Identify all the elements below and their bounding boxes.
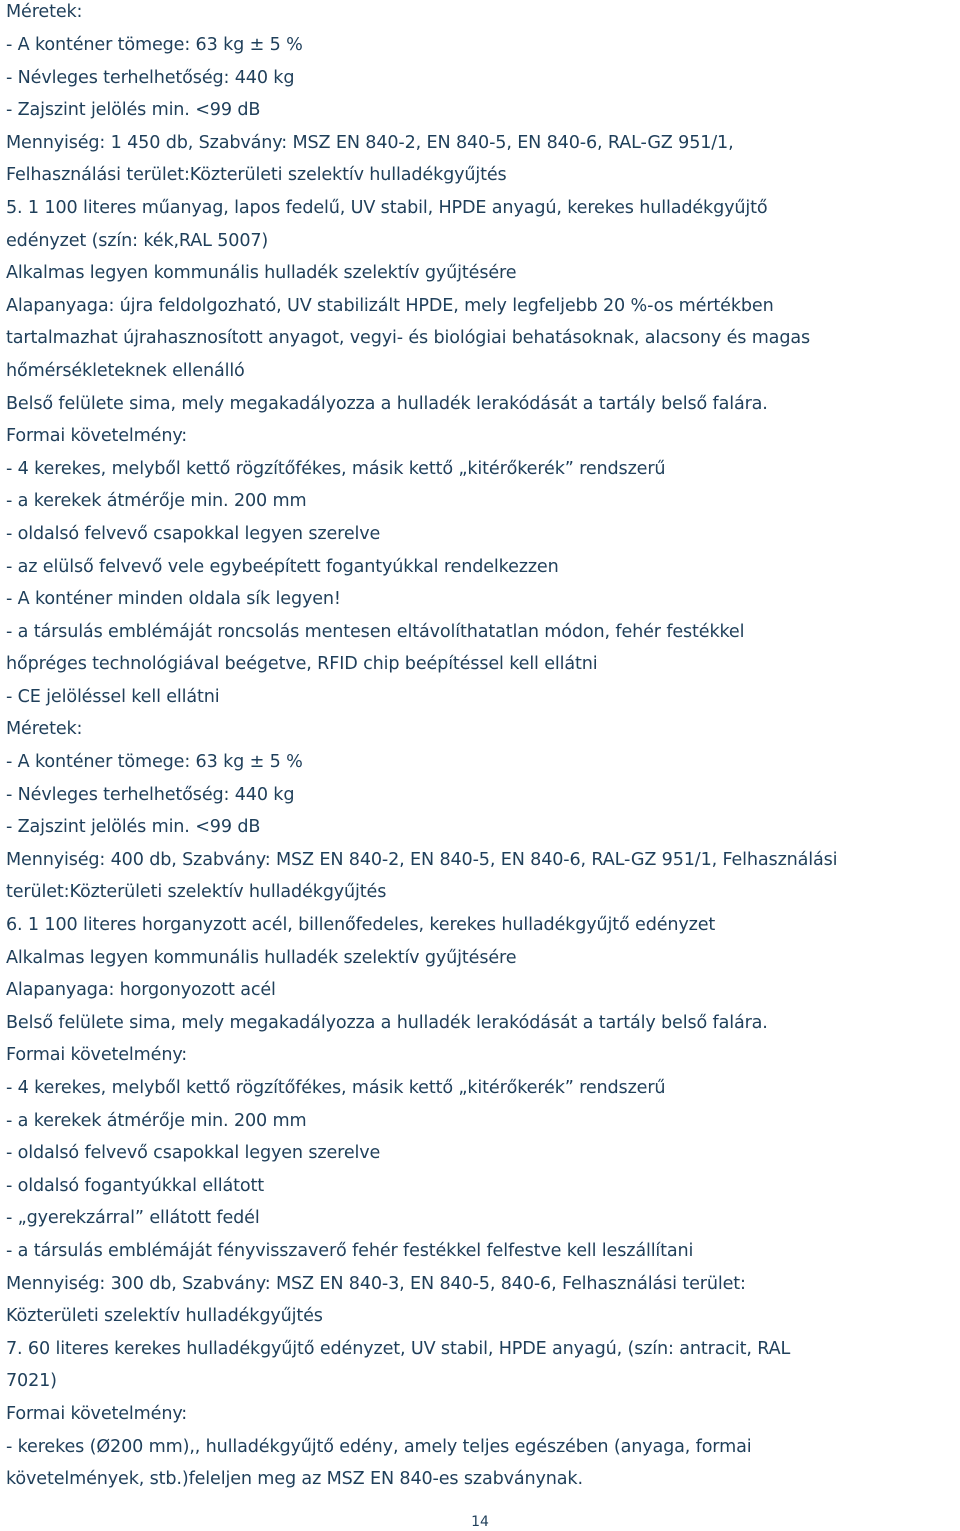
text-line: Közterületi szelektív hulladékgyűjtés (6, 1306, 323, 1327)
text-line: - a kerekek átmérője min. 200 mm (6, 1110, 307, 1131)
text-line: hőpréges technológiával beégetve, RFID chip beépítéssel kell ellátni (6, 654, 598, 675)
text-line: - a társulás emblémáját fényvisszaverő fehér festékkel felfestve kell leszállítani (6, 1240, 694, 1261)
text-line: - Névleges terhelhetőség: 440 kg (6, 67, 295, 88)
text-line: követelmények, stb.)feleljen meg az MSZ EN 840-es szabványnak. (6, 1469, 583, 1490)
text-line: - 4 kerekes, melyből kettő rögzítőfékes, másik kettő „kitérőkerék” rendszerű (6, 458, 666, 479)
text-line: Formai követelmény: (6, 1403, 188, 1424)
text-line: Alkalmas legyen kommunális hulladék szelektív gyűjtésére (6, 263, 517, 284)
text-line: - A konténer tömege: 63 kg ± 5 % (6, 35, 303, 55)
text-line: 7. 60 literes kerekes hulladékgyűjtő edényzet, UV stabil, HPDE anyagú, (szín: antracit, RAL (6, 1338, 791, 1359)
text-line: - Zajszint jelölés min. <99 dB (6, 817, 261, 838)
text-line: - a társulás emblémáját roncsolás mentesen eltávolíthatatlan módon, fehér festékkel (6, 621, 745, 642)
document-body (6, 0, 956, 1496)
text-line: Mennyiség: 300 db, Szabvány: MSZ EN 840-3, EN 840-5, 840-6, Felhasználási terület: (6, 1273, 746, 1294)
text-line: Alapanyaga: horgonyozott acél (6, 980, 276, 1001)
text-line: - 4 kerekes, melyből kettő rögzítőfékes, másik kettő „kitérőkerék” rendszerű (6, 1078, 666, 1098)
text-line: Alapanyaga: újra feldolgozható, UV stabilizált HPDE, mely legfeljebb 20 %-os mértékben (6, 295, 774, 316)
page-number: 14 (471, 1514, 489, 1530)
text-line: - A konténer minden oldala sík legyen! (6, 589, 341, 610)
text-line: - oldalsó felvevő csapokkal legyen szerelve (6, 523, 381, 544)
text-line: terület:Közterületi szelektív hulladékgyűjtés (6, 882, 387, 903)
text-line: Alkalmas legyen kommunális hulladék szelektív gyűjtésére (6, 947, 517, 968)
text-line: edényzet (szín: kék,RAL 5007) (6, 230, 269, 251)
text-line: Mennyiség: 1 450 db, Szabvány: MSZ EN 840-2, EN 840-5, EN 840-6, RAL-GZ 951/1, (6, 132, 734, 153)
text-line: Méretek: (6, 2, 83, 22)
text-line: 5. 1 100 literes műanyag, lapos fedelű, UV stabil, HPDE anyagú, kerekes hulladékgyűjtő (6, 197, 768, 218)
text-line: Felhasználási terület:Közterületi szelektív hulladékgyűjtés (6, 165, 507, 186)
text-line: - Névleges terhelhetőség: 440 kg (6, 784, 295, 805)
text-line: - a kerekek átmérője min. 200 mm (6, 491, 307, 512)
text-line: - oldalsó fogantyúkkal ellátott (6, 1175, 264, 1196)
text-line: Formai követelmény: (6, 1045, 188, 1066)
text-line: Belső felülete sima, mely megakadályozza a hulladék lerakódását a tartály belső falára. (6, 1012, 768, 1033)
text-line: Belső felülete sima, mely megakadályozza a hulladék lerakódását a tartály belső falára. (6, 393, 768, 414)
text-line: - Zajszint jelölés min. <99 dB (6, 100, 261, 121)
text-line: - kerekes (Ø200 mm),, hulladékgyűjtő edény, amely teljes egészében (anyaga, formai (6, 1436, 752, 1457)
text-line: tartalmazhat újrahasznosított anyagot, vegyi- és biológiai behatásoknak, alacsony és magas (6, 328, 810, 349)
text-line: - „gyerekzárral” ellátott fedél (6, 1208, 260, 1229)
text-line: Formai követelmény: (6, 426, 188, 447)
text-line: hőmérsékleteknek ellenálló (6, 360, 245, 381)
text-line: - A konténer tömege: 63 kg ± 5 % (6, 752, 303, 773)
text-line: - CE jelöléssel kell ellátni (6, 686, 220, 707)
text-line: Méretek: (6, 719, 83, 740)
text-line: 6. 1 100 literes horganyzott acél, billenőfedeles, kerekes hulladékgyűjtő edényzet (6, 915, 716, 936)
text-line: - az elülső felvevő vele egybeépített fogantyúkkal rendelkezzen (6, 556, 559, 577)
text-line: 7021) (6, 1371, 57, 1392)
text-line: - oldalsó felvevő csapokkal legyen szerelve (6, 1143, 381, 1164)
text-line: Mennyiség: 400 db, Szabvány: MSZ EN 840-2, EN 840-5, EN 840-6, RAL-GZ 951/1, Felhasználási (6, 849, 838, 870)
